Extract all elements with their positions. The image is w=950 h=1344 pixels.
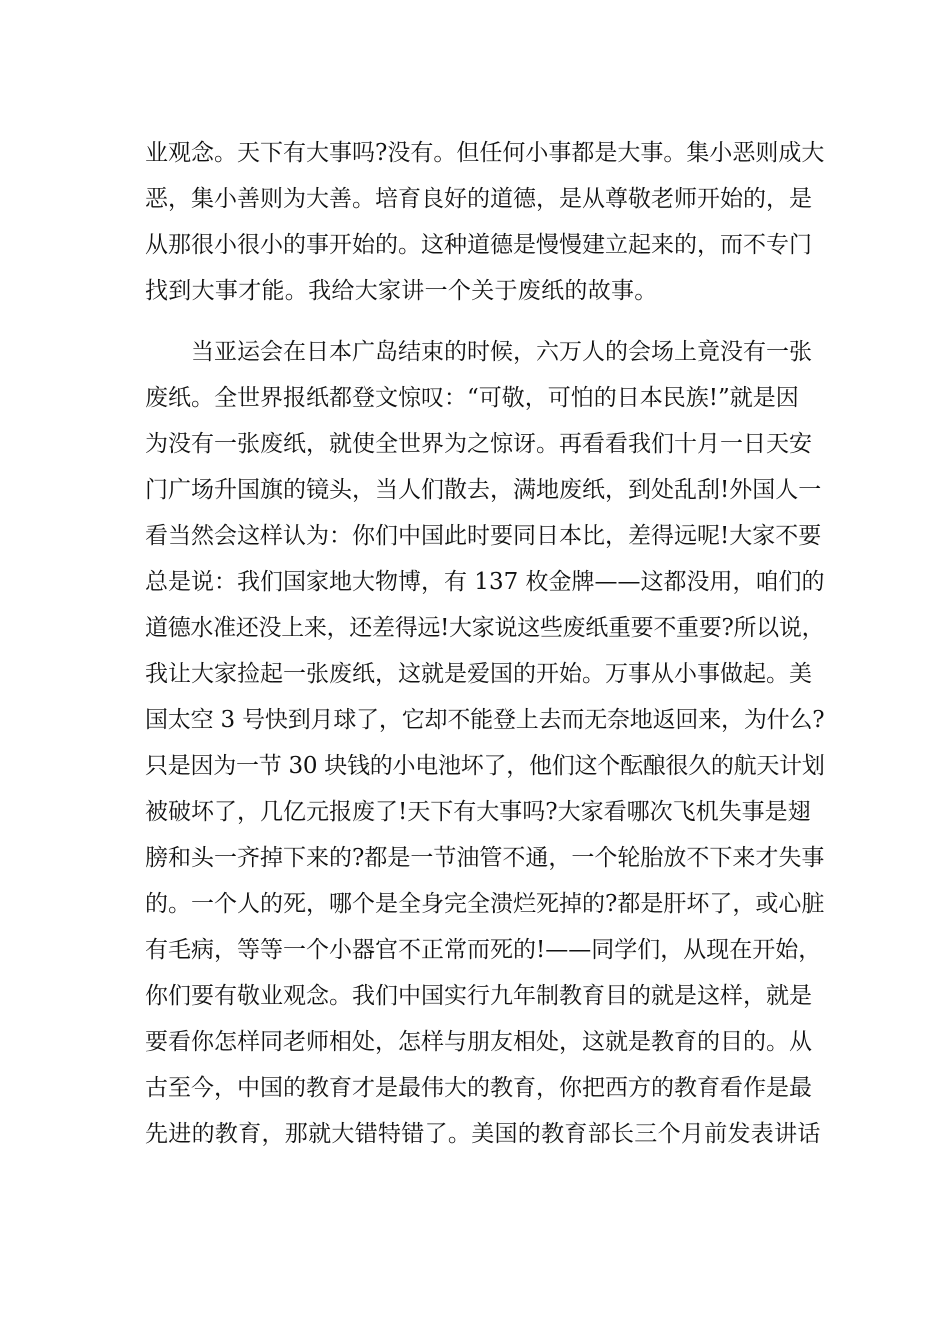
text-line: 看当然会这样认为：你们中国此时要同日本比，差得远呢!大家不要 xyxy=(145,523,822,549)
text-line: 总是说：我们国家地大物博，有 137 枚金牌——这都没用，咱们的 xyxy=(145,569,825,595)
text-line: 被破坏了，几亿元报废了!天下有大事吗?大家看哪次飞机失事是翅 xyxy=(145,799,811,825)
text-line: 门广场升国旗的镜头，当人们散去，满地废纸，到处乱刮!外国人一 xyxy=(145,477,822,503)
text-line: 找到大事才能。我给大家讲一个关于废纸的故事。 xyxy=(145,278,658,304)
text-line: 为没有一张废纸，就使全世界为之惊讶。再看看我们十月一日天安 xyxy=(145,431,812,457)
text-line: 恶，集小善则为大善。培育良好的道德，是从尊敬老师开始的，是 xyxy=(145,186,812,212)
text-line: 你们要有敬业观念。我们中国实行九年制教育目的就是这样，就是 xyxy=(145,983,812,1009)
text-line: 只是因为一节 30 块钱的小电池坏了，他们这个酝酿很久的航天计划 xyxy=(145,753,825,779)
text-line: 废纸。全世界报纸都登文惊叹：“可敬，可怕的日本民族!”就是因 xyxy=(145,385,799,411)
text-line: 从那很小很小的事开始的。这种道德是慢慢建立起来的，而不专门 xyxy=(145,232,812,258)
text-line: 膀和头一齐掉下来的?都是一节油管不通，一个轮胎放不下来才失事 xyxy=(145,845,825,871)
text-line: 的。一个人的死，哪个是全身完全溃烂死掉的?都是肝坏了，或心脏 xyxy=(145,891,825,917)
text-line: 古至今，中国的教育才是最伟大的教育，你把西方的教育看作是最 xyxy=(145,1075,812,1101)
text-line: 国太空 3 号快到月球了，它却不能登上去而无奈地返回来，为什么? xyxy=(145,707,825,733)
text-line: 有毛病，等等一个小器官不正常而死的!——同学们，从现在开始， xyxy=(145,937,822,963)
text-line: 要看你怎样同老师相处，怎样与朋友相处，这就是教育的目的。从 xyxy=(145,1029,812,1055)
text-line: 业观念。天下有大事吗?没有。但任何小事都是大事。集小恶则成大 xyxy=(145,140,825,166)
text-line: 我让大家捡起一张废纸，这就是爱国的开始。万事从小事做起。美 xyxy=(145,661,812,687)
text-line: 先进的教育，那就大错特错了。美国的教育部长三个月前发表讲话 xyxy=(145,1121,821,1147)
text-line: 当亚运会在日本广岛结束的时候，六万人的会场上竟没有一张 xyxy=(191,339,812,365)
text-line: 道德水准还没上来，还差得远!大家说这些废纸重要不重要?所以说， xyxy=(145,615,825,641)
